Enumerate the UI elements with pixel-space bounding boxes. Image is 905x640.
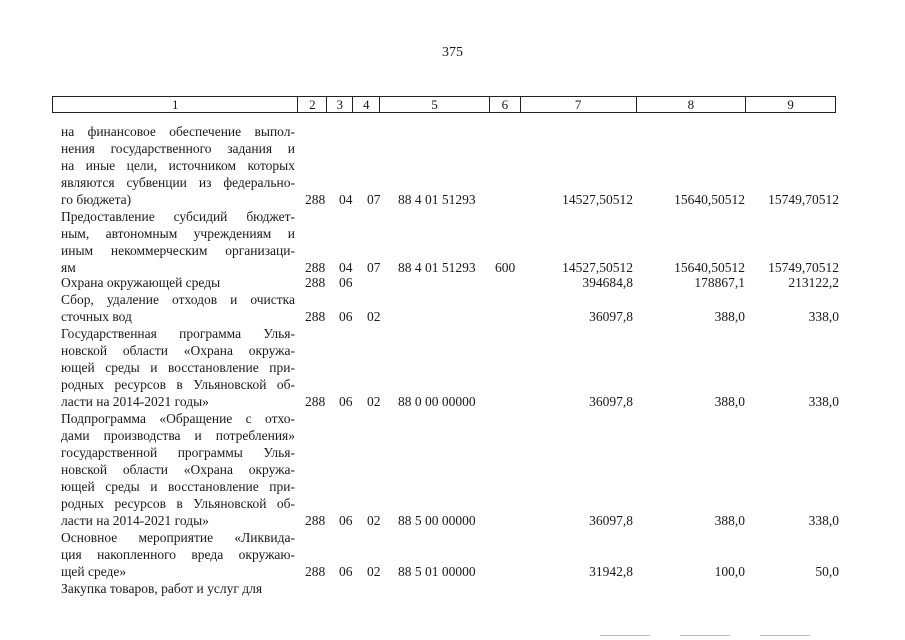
- row-name-line: Предоставление субсидий бюджет-: [61, 209, 295, 224]
- scan-artifact: [600, 635, 650, 636]
- row-name: [61, 410, 295, 529]
- cell-c3: 06: [339, 309, 353, 324]
- header-col-3: 3: [327, 97, 353, 112]
- header-col-5: 5: [380, 97, 490, 112]
- cell-c4: 07: [367, 260, 381, 275]
- cell-c2: 288: [305, 275, 326, 290]
- cell-c2: 288: [305, 394, 326, 409]
- row-name-line: ющей среды и восстановление при-: [61, 360, 295, 375]
- cell-c9: 50,0: [815, 564, 839, 579]
- cell-c4: 02: [367, 564, 381, 579]
- row-name-line: нения государственного задания и: [61, 141, 295, 156]
- row-name-line: Сбор, удаление отходов и очистка: [61, 292, 295, 307]
- page-number: 375: [442, 45, 463, 60]
- cell-c7: 14527,50512: [562, 260, 633, 275]
- row-name-line: дами производства и потребления»: [61, 428, 295, 443]
- row-name-line: на иные цели, источником которых: [61, 158, 295, 173]
- row-name: [61, 291, 295, 325]
- header-col-4: 4: [353, 97, 380, 112]
- row-name-line: ющей среды и восстановление при-: [61, 479, 295, 494]
- row-name-line: ласти на 2014-2021 годы»: [61, 513, 209, 528]
- row-name-line: Подпрограмма «Обращение с отхо-: [61, 411, 295, 426]
- cell-c9: 15749,70512: [768, 192, 839, 207]
- cell-c8: 388,0: [714, 309, 745, 324]
- row-name-line: ям: [61, 260, 76, 275]
- table-row: [0, 580, 905, 597]
- header-col-8: 8: [637, 97, 747, 112]
- cell-c7: 36097,8: [589, 309, 633, 324]
- cell-c7: 36097,8: [589, 513, 633, 528]
- cell-c3: 04: [339, 192, 353, 207]
- cell-c8: 15640,50512: [674, 192, 745, 207]
- cell-c9: 338,0: [808, 513, 839, 528]
- cell-c9: 15749,70512: [768, 260, 839, 275]
- row-name-line: родных ресурсов в Ульяновской об-: [61, 496, 295, 511]
- table-row: [0, 208, 905, 276]
- row-name-line: новской области «Охрана окружа-: [61, 343, 295, 358]
- header-col-6: 6: [490, 97, 521, 112]
- cell-c2: 288: [305, 309, 326, 324]
- cell-c3: 06: [339, 564, 353, 579]
- header-col-1: 1: [53, 97, 298, 112]
- row-name-line: щей среде»: [61, 564, 127, 579]
- row-name-line: родных ресурсов в Ульяновской об-: [61, 377, 295, 392]
- cell-c5: 88 5 00 00000: [398, 513, 476, 528]
- cell-c9: 338,0: [808, 309, 839, 324]
- row-name-line: сточных вод: [61, 309, 132, 324]
- cell-c4: 02: [367, 394, 381, 409]
- scan-artifact: [680, 635, 730, 636]
- row-name: [61, 274, 295, 291]
- cell-c7: 394684,8: [582, 275, 633, 290]
- cell-c4: 07: [367, 192, 381, 207]
- cell-c7: 31942,8: [589, 564, 633, 579]
- cell-c3: 06: [339, 394, 353, 409]
- header-col-9: 9: [787, 97, 794, 112]
- row-name-line: являются субвенции из федерально-: [61, 175, 295, 190]
- cell-c8: 100,0: [714, 564, 745, 579]
- row-name-line: Основное мероприятие «Ликвида-: [61, 530, 295, 545]
- table-row: [0, 410, 905, 529]
- row-name-line: го бюджета): [61, 192, 132, 207]
- cell-c8: 178867,1: [694, 275, 745, 290]
- row-name-line: ным, автономным учреждениям и: [61, 226, 295, 241]
- cell-c4: 02: [367, 309, 381, 324]
- row-name-line: иным некоммерческим организаци-: [61, 243, 295, 258]
- cell-c2: 288: [305, 260, 326, 275]
- cell-c3: 06: [339, 513, 353, 528]
- header-col-7: 7: [521, 97, 637, 112]
- row-name: [61, 123, 295, 208]
- table-row: [0, 325, 905, 410]
- cell-c8: 15640,50512: [674, 260, 745, 275]
- table-row: [0, 123, 905, 208]
- row-name-line: новской области «Охрана окружа-: [61, 462, 295, 477]
- cell-c7: 14527,50512: [562, 192, 633, 207]
- row-name: [61, 325, 295, 410]
- row-name-line: Государственная программа Улья-: [61, 326, 295, 341]
- row-name-line: государственной программы Улья-: [61, 445, 295, 460]
- cell-c3: 06: [339, 275, 353, 290]
- table-row: [0, 529, 905, 580]
- row-name-line: ция накопленного вреда окружаю-: [61, 547, 295, 562]
- row-name: [61, 529, 295, 580]
- row-name-line: Охрана окружающей среды: [61, 275, 221, 290]
- cell-c5: 88 4 01 51293: [398, 192, 476, 207]
- cell-c9: 213122,2: [788, 275, 839, 290]
- scan-artifact: [760, 635, 810, 636]
- cell-c7: 36097,8: [589, 394, 633, 409]
- row-name-line: на финансовое обеспечение выпол-: [61, 124, 295, 139]
- row-name: [61, 580, 295, 597]
- cell-c6: 600: [495, 260, 516, 275]
- header-col-2: 2: [298, 97, 327, 112]
- cell-c8: 388,0: [714, 394, 745, 409]
- cell-c5: 88 5 01 00000: [398, 564, 476, 579]
- cell-c4: 02: [367, 513, 381, 528]
- row-name: [61, 208, 295, 276]
- row-name-line: Закупка товаров, работ и услуг для: [61, 581, 263, 596]
- row-name-line: ласти на 2014-2021 годы»: [61, 394, 209, 409]
- table-row: [0, 274, 905, 291]
- cell-c5: 88 0 00 00000: [398, 394, 476, 409]
- table-row: [0, 291, 905, 325]
- cell-c2: 288: [305, 192, 326, 207]
- cell-c8: 388,0: [714, 513, 745, 528]
- cell-c2: 288: [305, 513, 326, 528]
- cell-c2: 288: [305, 564, 326, 579]
- cell-c9: 338,0: [808, 394, 839, 409]
- cell-c3: 04: [339, 260, 353, 275]
- cell-c5: 88 4 01 51293: [398, 260, 476, 275]
